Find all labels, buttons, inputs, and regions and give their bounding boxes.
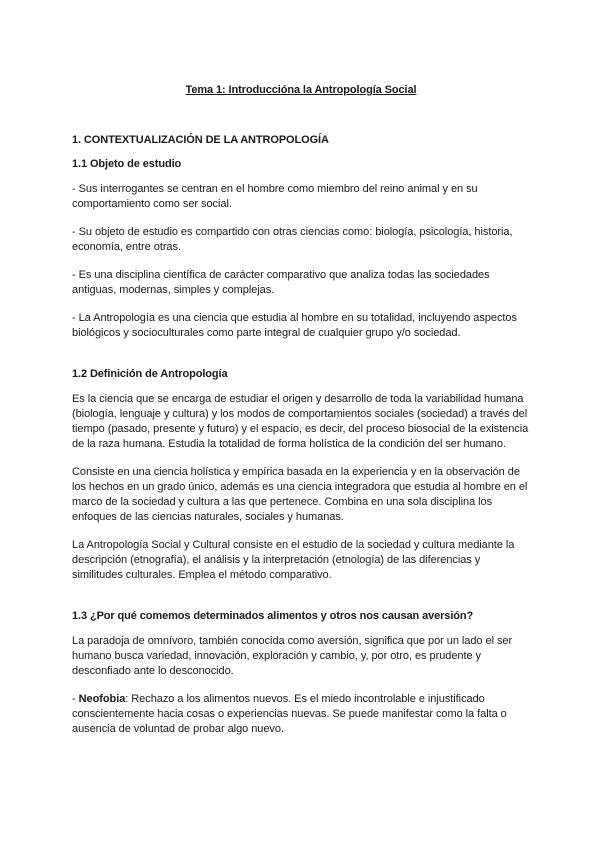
- neofobia-prefix: -: [72, 693, 79, 705]
- section-1-1-heading: 1.1 Objeto de estudio: [72, 158, 182, 170]
- document-title: Tema 1: Introduccióna la Antropología Social: [185, 84, 417, 96]
- section-1-2-heading: 1.2 Definición de Antropología: [72, 368, 228, 380]
- section-1-3-paragraph: La paradoja de omnívoro, también conocida como aversión, significa que por un lado el ser humano busca variedad, innovación, exploración y cambio, y, por otro, es prudente y desconfiado ante lo desconocido.: [72, 635, 513, 677]
- section-spacer: [72, 354, 530, 368]
- section-1-1-paragraph: - Sus interrogantes se centran en el hombre como miembro del reino animal y en su comportamiento como ser social.: [72, 183, 478, 210]
- section-spacer: [72, 596, 530, 610]
- section-1-heading: 1. CONTEXTUALIZACIÓN DE LA ANTROPOLOGÍA: [72, 134, 329, 146]
- neofobia-paragraph: [72, 692, 530, 737]
- section-1-1-paragraph: - Su objeto de estudio es compartido con otras ciencias como: biología, psicología, historia, economía, entre otras.: [72, 226, 513, 253]
- section-1-3-heading: 1.3 ¿Por qué comemos determinados alimentos y otros nos causan aversión?: [72, 610, 474, 622]
- neofobia-term: Neofobia: [78, 693, 126, 705]
- section-1-2-paragraph: Consiste en una ciencia holística y empírica basada en la experiencia y en la observación de los hechos en un grado único, además es una ciencia integradora que estudia al hombre en el marco de la sociedad y cultura a las que pertenece. Combina en una sola disciplina los enfoques de las ciencias naturales, sociales y humanas.: [72, 466, 528, 523]
- section-1-2-paragraph: La Antropología Social y Cultural consiste en el estudio de la sociedad y cultura mediante la descripción (etnografía), el análisis y la interpretación (etnología) de las diferencias y similitudes culturales. Emplea el método comparativo.: [72, 539, 515, 581]
- section-1-1-paragraph: - La Antropología es una ciencia que estudia al hombre en su totalidad, incluyendo aspectos biológicos y socioculturales como parte integral de cualquier grupo y/o sociedad.: [72, 312, 517, 339]
- section-1-2-paragraph: Es la ciencia que se encarga de estudiar el origen y desarrollo de toda la variabilidad humana (biología, lenguaje y cultura) y los modos de comportamientos sociales (sociedad) a través del tiempo (pasado, presente y futuro) y el espacio, es decir, del proceso biosocial de la existencia de la raza humana. Estudia la totalidad de forma holística de la condición del ser humano.: [72, 393, 529, 450]
- section-1-1-paragraph: - Es una disciplina científica de carácter comparativo que analiza todas las sociedades antiguas, modernas, simples y complejas.: [72, 269, 490, 296]
- neofobia-definition: : Rechazo a los alimentos nuevos. Es el miedo incontrolable e injustificado conscientemente hacia cosas o experiencias nuevas. Se puede manifestar como la falta o ausencia de voluntad de probar algo nuevo.: [72, 693, 507, 735]
